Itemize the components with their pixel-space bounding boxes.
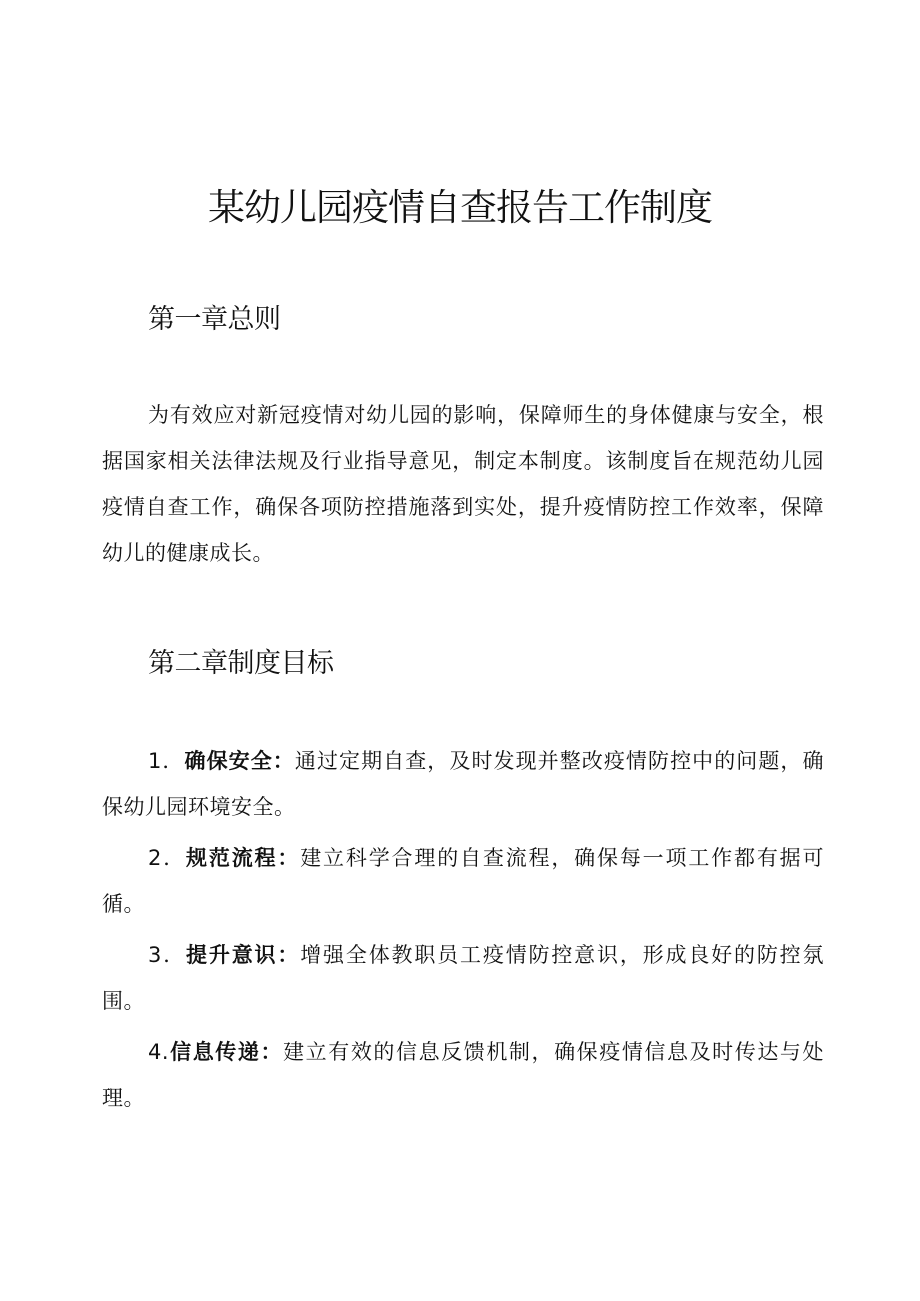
- document-title: 某幼儿园疫情自查报告工作制度: [208, 186, 712, 229]
- goal-item-text: 建立科学合理的自查流程，确保每一项工作都有据可循。: [102, 846, 825, 916]
- goal-item-term: 确保安全：: [184, 749, 295, 773]
- goal-item-number: 1．: [148, 749, 185, 773]
- chapter-1-paragraph: 为有效应对新冠疫情对幼儿园的影响，保障师生的身体健康与安全，根据国家相关法律法规及行业指导意见，制定本制度。该制度旨在规范幼儿园疫情自查工作，确保各项防控措施落到实处，提升疫情防控工作效率，保障幼儿的健康成长。: [102, 403, 824, 565]
- goal-item-term: 规范流程：: [186, 846, 301, 870]
- goal-item-term: 提升意识：: [186, 943, 301, 967]
- goal-item-text: 通过定期自查，及时发现并整改疫情防控中的问题，确保幼儿园环境安全。: [102, 749, 825, 819]
- goal-item-1: [102, 738, 824, 830]
- goal-item-text: 建立有效的信息反馈机制，确保疫情信息及时传达与处理。: [102, 1040, 825, 1110]
- chapter-1-heading: 第一章总则: [148, 304, 281, 335]
- goal-item-term: 信息传递：: [169, 1040, 284, 1064]
- goal-item-2: [102, 835, 824, 927]
- chapter-2-heading: 第二章制度目标: [148, 648, 334, 679]
- goal-item-number: 3．: [148, 943, 187, 967]
- goal-item-3: [102, 932, 824, 1024]
- goal-item-text: 增强全体教职员工疫情防控意识，形成良好的防控氛围。: [102, 943, 825, 1013]
- goal-item-number: 4.: [148, 1040, 170, 1064]
- goal-item-4: [102, 1029, 824, 1121]
- goal-item-number: 2．: [148, 846, 187, 870]
